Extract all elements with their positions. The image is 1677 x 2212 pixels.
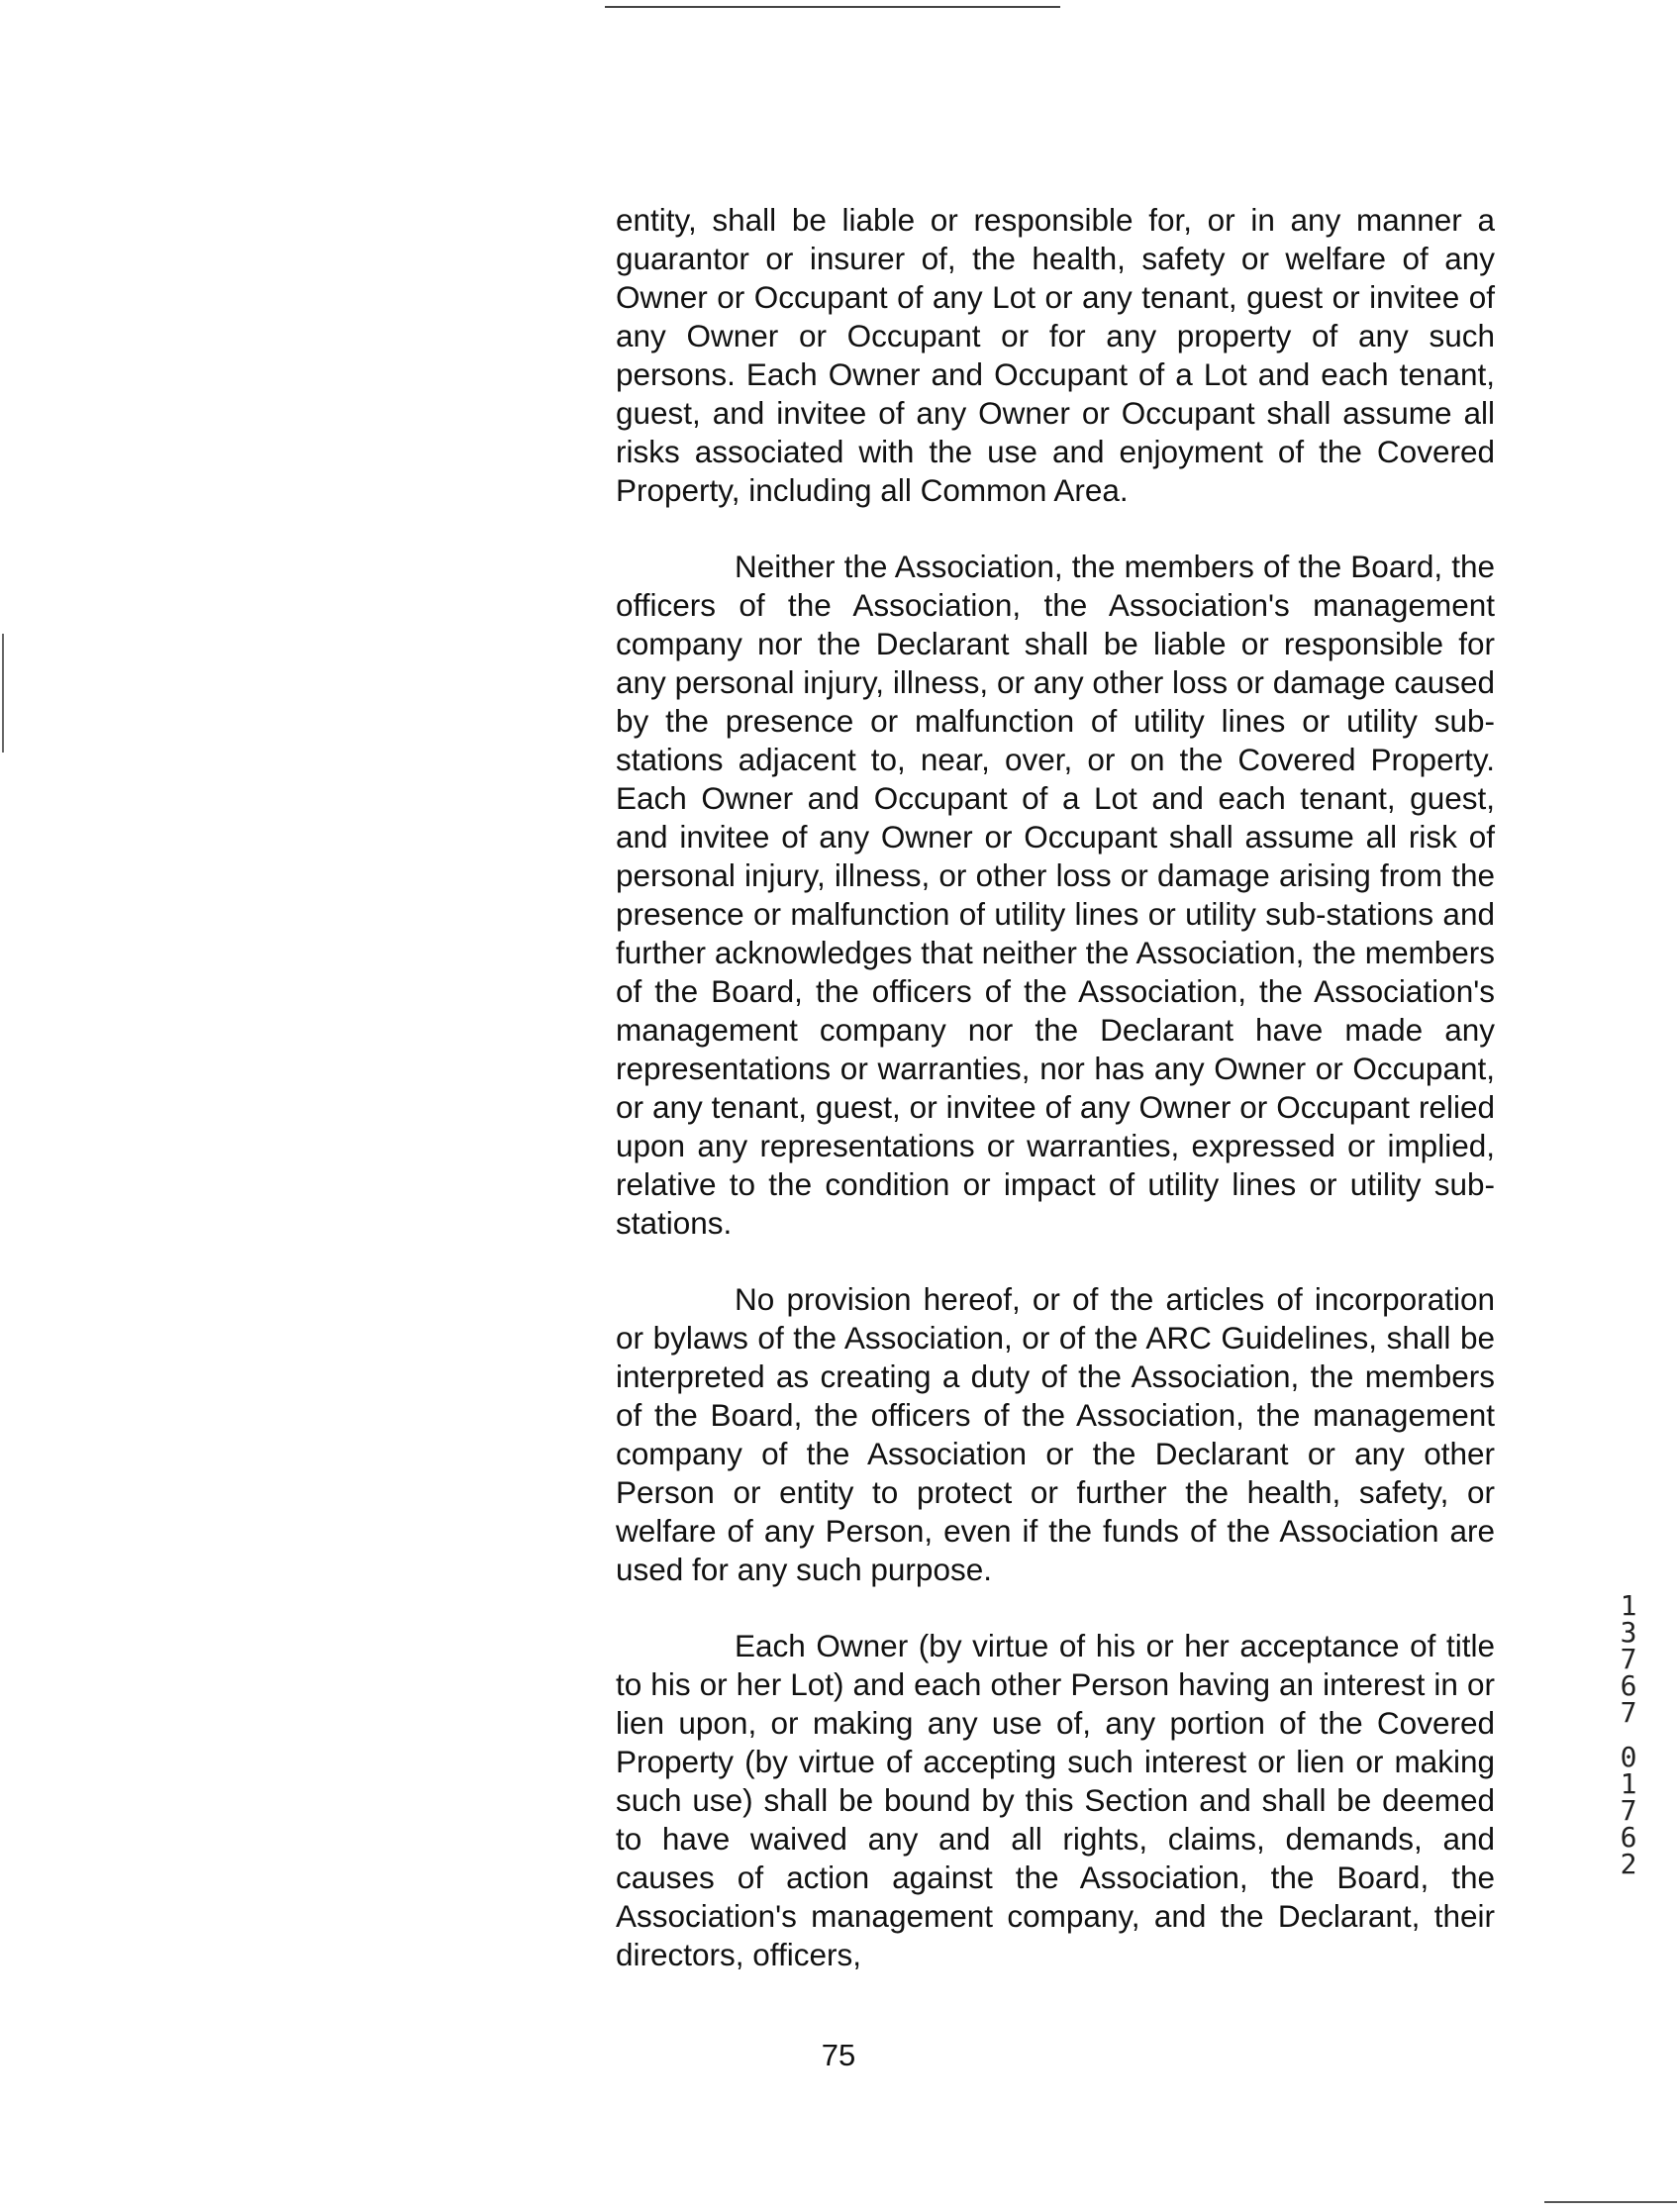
bottom-scan-edge-mark — [1544, 2201, 1677, 2203]
body-text — [616, 201, 1495, 1974]
stamp-digit: 7 — [1620, 1643, 1637, 1675]
stamp-digit: 2 — [1620, 1848, 1637, 1880]
paragraph-utility-lines: Neither the Association, the members of the Board, the officers of the Association, the Association's management company nor the Declarant shall be liable or responsible for any personal injury, illness, or any other loss or damage caused by the presence or malfunction of utility lines or utility sub-stations adjacent to, near, over, or on the Covered Property. Each Owner and Occupant of a Lot and each tenant, guest, and invitee of any Owner or Occupant shall assume all risk of personal injury, illness, or other loss or damage arising from the presence or malfunction of utility lines or utility sub-stations and further acknowledges that neither the Association, the members of the Board, the officers of the Association, the Association's management company nor the Declarant have made any representations or warranties, nor has any Owner or Occupant, or any tenant, guest, or invitee of any Owner or Occupant relied upon any representations or warranties, expressed or implied, relative to the condition or impact of utility lines or utility sub-stations. — [616, 549, 1495, 1241]
stamp-digit: 0 — [1620, 1741, 1637, 1773]
left-scan-edge-mark — [2, 634, 4, 753]
stamp-digit: 1 — [1620, 1767, 1637, 1800]
stamp-digit: 6 — [1620, 1821, 1637, 1854]
top-scan-rule — [605, 6, 1060, 8]
paragraph-liability-continued: entity, shall be liable or responsible for, or in any manner a guarantor or insurer of, the health, safety or welfare of any Owner or Occupant of any Lot or any tenant, guest or invitee of any Owner or Occupant or for any property of any such persons. Each Owner and Occupant of a Lot and each tenant, guest, and invitee of any Owner or Occupant shall assume all risks associated with the use and enjoyment of the Covered Property, including all Common Area. — [616, 202, 1495, 508]
stamp-digit: 7 — [1620, 1794, 1637, 1827]
stamp-digit: 1 — [1620, 1589, 1637, 1622]
recording-stamp — [1614, 1589, 1643, 1880]
paragraph-owner-waiver: Each Owner (by virtue of his or her acceptance of title to his or her Lot) and each other Person having an interest in or lien upon, or making any use of, any portion of the Covered Property (by virtue of accepting such interest or lien or making such use) shall be bound by this Section and shall be deemed to have waived any and all rights, claims, demands, and causes of action against the Association, the Board, the Association's management company, and the Declarant, their directors, officers, — [616, 1628, 1495, 1972]
stamp-digit: 7 — [1620, 1696, 1637, 1729]
stamp-digit: 6 — [1620, 1669, 1637, 1702]
stamp-digit: 3 — [1620, 1616, 1637, 1649]
paragraph-no-duty: No provision hereof, or of the articles of incorporation or bylaws of the Association, or of the ARC Guidelines, shall be interpreted as creating a duty of the Association, the members of the Board, the officers of the Association, the management company of the Association or the Declarant or any other Person or entity to protect or further the health, safety, or welfare of any Person, even if the funds of the Association are used for any such purpose. — [616, 1281, 1495, 1587]
page-number: 75 — [821, 2038, 856, 2072]
